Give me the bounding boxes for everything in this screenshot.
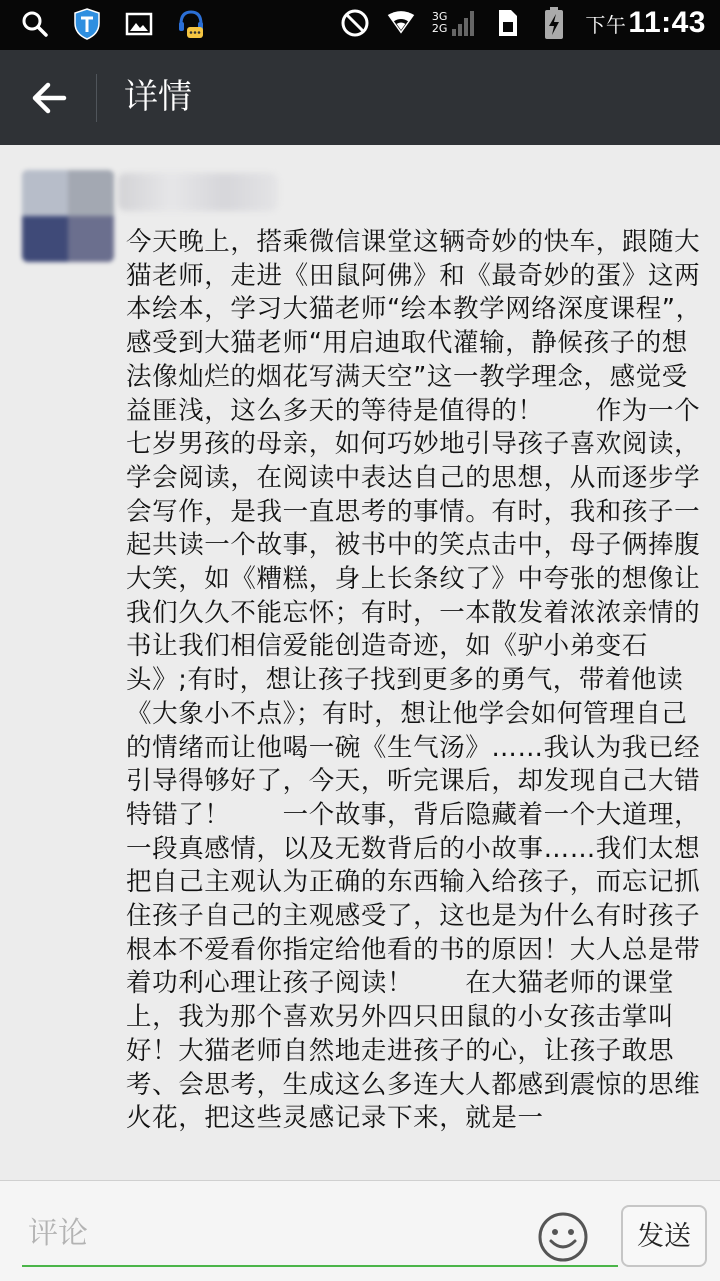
battery-charging-icon [539,6,569,40]
back-button[interactable] [28,78,70,118]
author-name-blurred[interactable] [118,173,278,211]
title-bar [0,50,720,145]
post-text: 今天晚上，搭乘微信课堂这辆奇妙的快车，跟随大猫老师，走进《田鼠阿佛》和《最奇妙的蛋》这两本绘本，学习大猫老师“绘本教学网络深度课程”，感受到大猫老师“用启迪取代灌输，静候孩子的想法像灿烂的烟花写满天空”这一教学理念，感觉受益匪浅，这么多天的等待是值得的！ 作为一个七岁男孩的母亲，如何巧妙地引导孩子喜欢阅读，学会阅读，在阅读中表达自己的思想，从而逐步学会写作，是我一直思考的事情。有时，我和孩子一起共读一个故事，被书中的笑点击中，母子俩捧腹大笑，如《糟糕，身上长条纹了》中夸张的想像让我们久久不能忘怀；有时，一本散发着浓浓亲情的书让我们相信爱能创造奇迹，如《驴小弟变石头》;有时，想让孩子找到更多的勇气，带着他读《大象小不点》；有时，想让他学会如何管理自己的情绪而让他喝一碗《生气汤》……我认为我已经引导得够好了，今天，听完课后，却发现自己大错特错了！ 一个故事，背后隐藏着一个大道理，一段真感情，以及无数背后的小故事……我们太想把自己主观认为正确的东西输入给孩子，而忘记抓住孩子自己的主观感受了，这也是为什么有时孩子根本不爱看你指定给他看的书的原因！大人总是带着功利心理让孩子阅读！ 在大猫老师的课堂上，我为那个喜欢另外四只田鼠的小女孩击掌叫好！大猫老师自然地走进孩子的心，让孩子敢思考、会思考，生成这么多连大人都感到震惊的思维火花，把这些灵感记录下来，就是一 [126,227,702,1134]
headset-chat-icon [176,7,206,41]
title-divider [96,74,97,122]
sim-card-icon [493,6,523,40]
smiley-icon [537,1211,589,1263]
search-icon [20,7,50,41]
status-bar [0,0,720,50]
comment-input[interactable]: 评论 [22,1205,618,1267]
network-type-2g: 2G [431,22,448,35]
emoji-button[interactable] [537,1211,589,1263]
page-title: 详情 [124,77,192,117]
time-value: 11:43 [628,6,706,39]
avatar[interactable] [22,170,114,262]
network-type-3g: 3G [431,10,448,23]
network-type [432,9,478,37]
image-icon [124,7,154,41]
send-button[interactable]: 发送 [621,1205,707,1267]
post-detail [0,145,720,1180]
shield-icon [72,7,102,41]
comment-bar [0,1180,720,1281]
do-not-disturb-icon [340,6,370,40]
clock [585,6,706,40]
wifi-icon [386,6,416,40]
arrow-left-icon [31,82,67,114]
signal-icon [451,9,477,37]
time-prefix: 下午 [585,15,627,37]
